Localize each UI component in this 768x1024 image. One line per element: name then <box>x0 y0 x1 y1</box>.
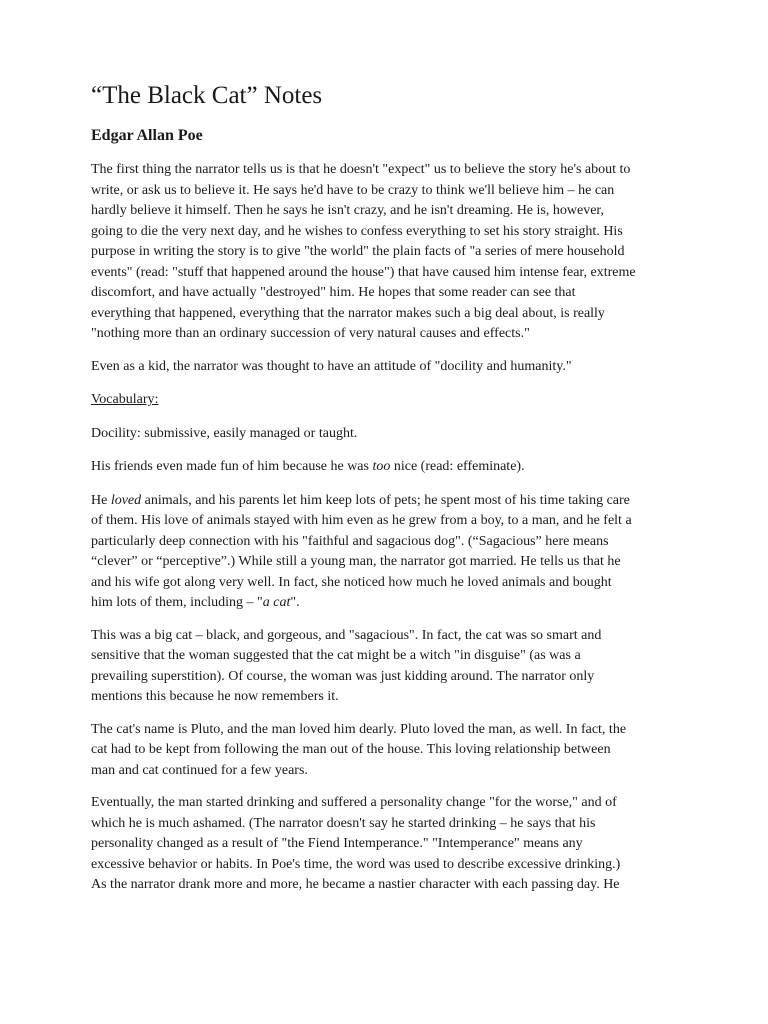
paragraph-docility-humanity <box>91 357 692 378</box>
text-line: "nothing more than an ordinary succession of very natural causes and effects." <box>91 326 530 341</box>
text-run: His friends even made fun of him because he was <box>91 459 373 474</box>
text-line: prevailing superstition). Of course, the woman was just kidding around. The narrator only <box>91 668 595 684</box>
text-line: everything that happened, everything that the narrator makes such a big deal about, is really <box>91 305 605 321</box>
text-run: him lots of them, including – " <box>91 595 263 610</box>
paragraph-drinking <box>91 793 692 896</box>
text-run: nice (read: effeminate). <box>390 459 525 474</box>
text-run: animals, and his parents let him keep lots of pets; he spent most of his time taking care <box>141 492 630 508</box>
text-line <box>91 491 692 512</box>
text-line: excessive behavior or habits. In Poe's time, the word was used to describe excessive drinking.) <box>91 856 621 872</box>
document-author: Edgar Allan Poe <box>91 127 203 144</box>
text-line: Even as a kid, the narrator was thought to have an attitude of "docility and humanity." <box>91 358 572 374</box>
paragraph-animals <box>91 491 692 614</box>
italic-text: too <box>372 459 391 474</box>
text-line <box>91 593 692 614</box>
vocabulary-colon: : <box>154 392 159 407</box>
text-line: “clever” or “perceptive”.) While still a young man, the narrator got married. He tells us that he <box>91 554 621 569</box>
text-line: events" (read: "stuff that happened around the house") that have caused him intense fear, extreme <box>91 264 636 280</box>
italic-text: loved <box>110 492 142 508</box>
text-line: As the narrator drank more and more, he became a nastier character with each passing day. He <box>91 877 620 892</box>
paragraph-friends <box>91 457 692 478</box>
paragraph-big-cat <box>91 626 692 708</box>
paragraph-pluto <box>91 720 692 782</box>
text-line: and his wife got along very well. In fact, she noticed how much he loved animals and bought <box>91 574 612 590</box>
vocabulary-label: Vocabulary <box>91 392 155 407</box>
text-line: mentions this because he now remembers it. <box>91 689 339 704</box>
vocabulary-heading <box>91 390 692 411</box>
text-line: of them. His love of animals stayed with him even as he grew from a boy, to a man, and he felt a <box>91 513 632 528</box>
text-line: man and cat continued for a few years. <box>91 762 308 778</box>
text-line: hardly believe it himself. Then he says he isn't crazy, and he isn't dreaming. He is, however, <box>91 203 605 218</box>
text-line: cat had to be kept from following the man out of the house. This loving relationship between <box>91 742 611 757</box>
text-line: Docility: submissive, easily managed or taught. <box>91 425 358 441</box>
text-run: He <box>91 492 111 508</box>
text-line: The first thing the narrator tells us is that he doesn't "expect" us to believe the story he's about to <box>91 162 631 177</box>
text-line: Eventually, the man started drinking and suffered a personality change "for the worse," and of <box>91 795 617 810</box>
text-line <box>91 457 692 478</box>
text-line: which he is much ashamed. (The narrator doesn't say he started drinking – he says that his <box>91 815 596 831</box>
text-line: sensitive that the woman suggested that the cat might be a witch "in disguise" (as was a <box>91 648 581 663</box>
text-line: purpose in writing the story is to give "the world" the plain facts of "a series of mere household <box>91 244 625 259</box>
text-line: The cat's name is Pluto, and the man loved him dearly. Pluto loved the man, as well. In fact, the <box>91 721 627 737</box>
text-line: particularly deep connection with his "faithful and sagacious dog". (“Sagacious” here means <box>91 533 609 549</box>
text-line: personality changed as a result of "the Fiend Intemperance." "Intemperance" means any <box>91 836 583 851</box>
paragraph-intro <box>91 160 692 345</box>
text-run: ". <box>290 595 300 610</box>
italic-text: a cat <box>262 595 291 610</box>
document-title: “The Black Cat” Notes <box>91 82 323 109</box>
vocabulary-definition <box>91 424 692 445</box>
text-line: This was a big cat – black, and gorgeous, and "sagacious". In fact, the cat was so smart and <box>91 627 602 643</box>
text-line: going to die the very next day, and he wishes to confess everything to set his story straight. His <box>91 223 623 239</box>
text-line: discomfort, and have actually "destroyed" him. He hopes that some reader can see that <box>91 285 576 300</box>
text-line: write, or ask us to believe it. He says he'd have to be crazy to think we'll believe him – he can <box>91 182 615 198</box>
